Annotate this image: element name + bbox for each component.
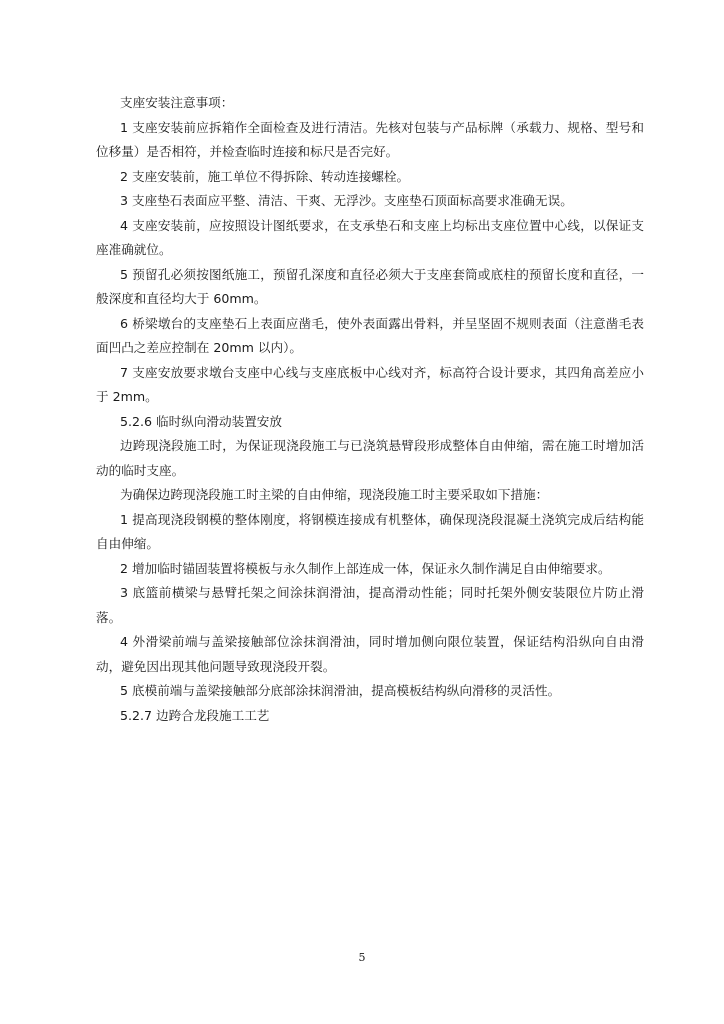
paragraph-measures-intro: 为确保边跨现浇段施工时主梁的自由伸缩，现浇段施工时主要采取如下措施： bbox=[120, 487, 549, 502]
paragraph-bearing-notes-heading: 支座安装注意事项： bbox=[120, 95, 234, 110]
paragraph-item-4: 4 支座安装前，应按照设计图纸要求，在支承垫石和支座上均标出支座位置中心线，以保证支座准确就位。 bbox=[96, 217, 644, 257]
paragraph-item-5: 5 预留孔必须按图纸施工，预留孔深度和直径必须大于支座套筒或底柱的预留长度和直径，一般深度和直径均大于 60mm。 bbox=[96, 266, 644, 306]
paragraph-item-7: 7 支座安放要求墩台支座中心线与支座底板中心线对齐，标高符合设计要求，其四角高差应小于 2mm。 bbox=[96, 364, 644, 404]
paragraph-intro: 边跨现浇段施工时，为保证现浇段施工与已浇筑悬臂段形成整体自由伸缩，需在施工时增加活动的临时支座。 bbox=[96, 438, 644, 478]
paragraph-measure-1: 1 提高现浇段钢模的整体刚度，将钢模连接成有机整体，确保现浇段混凝土浇筑完成后结构能自由伸缩。 bbox=[96, 511, 644, 551]
paragraph-item-3: 3 支座垫石表面应平整、清洁、干爽、无浮沙。支座垫石顶面标高要求准确无误。 bbox=[120, 193, 573, 208]
paragraph-item-1: 1 支座安装前应拆箱作全面检查及进行清洁。先核对包装与产品标牌（承载力、规格、型号和位移量）是否相符，并检查临时连接和标尺是否完好。 bbox=[96, 119, 644, 159]
paragraph-measure-4: 4 外滑梁前端与盖梁接触部位涂抹润滑油，同时增加侧向限位装置，保证结构沿纵向自由滑动，避免因出现其他问题导致现浇段开裂。 bbox=[96, 634, 644, 674]
paragraph-item-2: 2 支座安装前，施工单位不得拆除、转动连接螺栓。 bbox=[120, 168, 410, 184]
paragraph-measure-5: 5 底模前端与盖梁接触部分底部涂抹润滑油，提高模板结构纵向滑移的灵活性。 bbox=[120, 683, 561, 698]
paragraph-measure-3: 3 底篮前横梁与悬臂托架之间涂抹润滑油，提高滑动性能；同时托架外侧安装限位片防止滑落。 bbox=[96, 585, 644, 625]
paragraph-item-6: 6 桥梁墩台的支座垫石上表面应凿毛，使外表面露出骨料，并呈坚固不规则表面（注意凿毛表面凹凸之差应控制在 20mm 以内）。 bbox=[96, 315, 644, 355]
page-number: 5 bbox=[358, 951, 366, 964]
paragraph-measure-2: 2 增加临时锚固装置将模板与永久制作上部连成一体，保证永久制作满足自由伸缩要求。 bbox=[120, 560, 611, 576]
document-body bbox=[96, 91, 644, 728]
section-heading-5-2-7: 5.2.7 边跨合龙段施工工艺 bbox=[120, 707, 270, 723]
section-heading-5-2-6: 5.2.6 临时纵向滑动装置安放 bbox=[120, 413, 282, 429]
